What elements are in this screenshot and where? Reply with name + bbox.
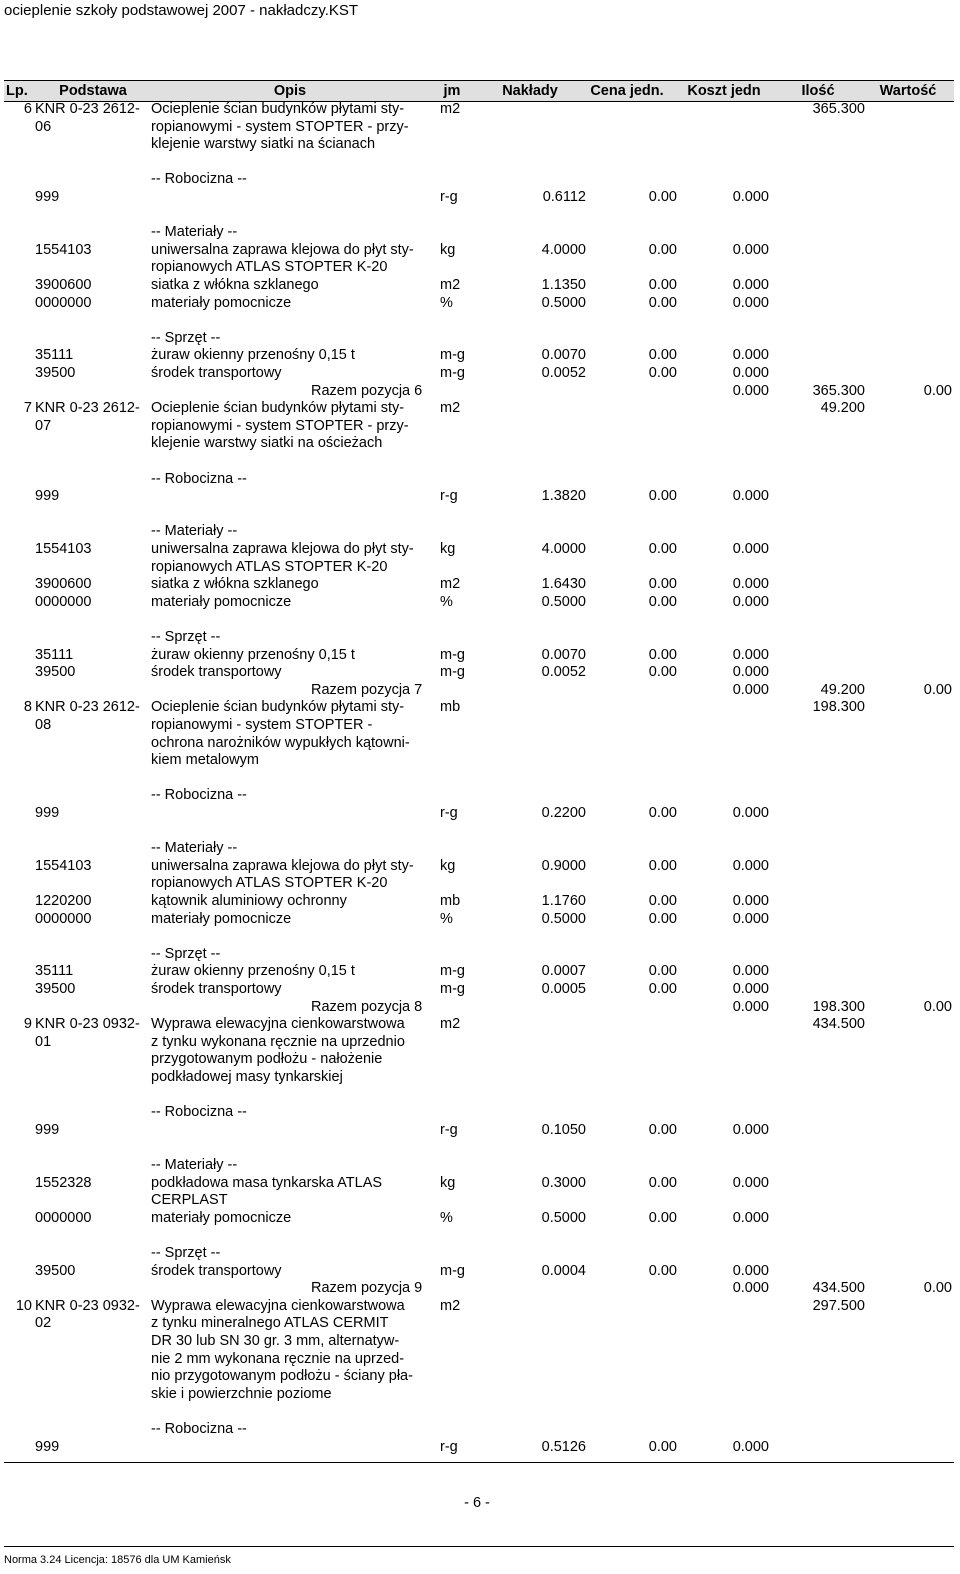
position-description: ochrona narożników wypukłych kątowni- bbox=[151, 734, 410, 751]
resource-unit-price: 0.00 bbox=[648, 365, 677, 381]
position-basis: 06 bbox=[35, 118, 52, 135]
resource-group-header: -- Sprzęt -- bbox=[151, 1245, 221, 1261]
resource-input: 0.5000 bbox=[541, 294, 586, 311]
resource-unit-cost: 0.000 bbox=[732, 488, 769, 505]
resource-name: materiały pomocnicze bbox=[151, 910, 292, 927]
position-description: skie i powierzchnie poziome bbox=[151, 1385, 332, 1402]
resource-unit-price: 0.00 bbox=[648, 1174, 677, 1191]
position-description: kiem metalowym bbox=[151, 752, 259, 769]
resource-input: 4.0000 bbox=[541, 541, 586, 557]
position-unit: m2 bbox=[440, 400, 461, 417]
position-number: 7 bbox=[23, 400, 32, 417]
resource-unit: % bbox=[440, 294, 453, 311]
position-description: nie 2 mm wykonana ręcznie na uprzed- bbox=[151, 1350, 405, 1367]
position-total-label: Razem pozycja 7 bbox=[311, 681, 423, 698]
resource-input: 0.2200 bbox=[541, 805, 586, 821]
resource-name: środek transportowy bbox=[151, 981, 282, 997]
resource-code: 999 bbox=[35, 805, 60, 821]
resource-code: 35111 bbox=[35, 347, 74, 364]
resource-unit: % bbox=[440, 593, 453, 610]
resource-code: 3900600 bbox=[35, 277, 92, 293]
position-total-value: 0.00 bbox=[923, 382, 952, 399]
position-basis: KNR 0-23 2612- bbox=[35, 101, 140, 117]
position-description: Wyprawa elewacyjna cienkowarstwowa bbox=[151, 1016, 405, 1033]
resource-code: 1552328 bbox=[35, 1174, 92, 1191]
position-number: 8 bbox=[23, 699, 32, 716]
position-basis: 07 bbox=[35, 417, 52, 434]
resource-unit-cost: 0.000 bbox=[732, 664, 769, 681]
resource-unit-price: 0.00 bbox=[648, 805, 677, 821]
resource-unit: kg bbox=[440, 241, 456, 258]
resource-input: 0.5126 bbox=[541, 1438, 586, 1455]
resource-name: środek transportowy bbox=[151, 365, 282, 381]
column-header: Ilość bbox=[801, 83, 835, 99]
resource-group-header: -- Robocizna -- bbox=[151, 1421, 247, 1437]
position-total-quantity: 198.300 bbox=[812, 998, 865, 1015]
position-total-value: 0.00 bbox=[923, 681, 952, 698]
resource-name: ropianowych ATLAS STOPTER K-20 bbox=[151, 259, 388, 276]
resource-unit-cost: 0.000 bbox=[732, 541, 769, 557]
resource-input: 0.3000 bbox=[541, 1174, 586, 1191]
position-description: nio przygotowanym podłożu - ściany pła- bbox=[151, 1368, 413, 1385]
resource-unit: m-g bbox=[440, 347, 465, 364]
resource-input: 0.0070 bbox=[541, 646, 586, 663]
resource-unit-price: 0.00 bbox=[648, 488, 677, 505]
footer-divider bbox=[4, 1546, 954, 1547]
resource-input: 0.0007 bbox=[541, 963, 586, 980]
column-header: Nakłady bbox=[502, 83, 558, 99]
resource-input: 0.5000 bbox=[541, 910, 586, 927]
resource-group-header: -- Robocizna -- bbox=[151, 171, 247, 188]
resource-unit-price: 0.00 bbox=[648, 963, 677, 980]
position-unit: m2 bbox=[440, 101, 461, 117]
resource-unit-price: 0.00 bbox=[648, 189, 677, 205]
resource-unit: m-g bbox=[440, 365, 465, 381]
resource-code: 999 bbox=[35, 1121, 60, 1138]
resource-name: żuraw okienny przenośny 0,15 t bbox=[151, 347, 355, 364]
resource-code: 1554103 bbox=[35, 241, 92, 258]
resource-unit: r-g bbox=[440, 1438, 458, 1455]
position-unit: m2 bbox=[440, 1297, 461, 1314]
position-number: 9 bbox=[23, 1016, 32, 1033]
position-total-quantity: 434.500 bbox=[812, 1280, 865, 1297]
position-total-value: 0.00 bbox=[923, 998, 952, 1015]
resource-code: 0000000 bbox=[35, 1209, 92, 1226]
resource-name: środek transportowy bbox=[151, 1262, 282, 1279]
resource-name: uniwersalna zaprawa klejowa do płyt sty- bbox=[151, 541, 414, 557]
resource-name: ropianowych ATLAS STOPTER K-20 bbox=[151, 875, 388, 892]
resource-group-header: -- Robocizna -- bbox=[151, 787, 247, 804]
position-quantity: 198.300 bbox=[812, 699, 865, 716]
resource-input: 0.9000 bbox=[541, 857, 586, 874]
resource-name: CERPLAST bbox=[151, 1192, 228, 1209]
resource-code: 39500 bbox=[35, 664, 76, 681]
resource-unit-price: 0.00 bbox=[648, 277, 677, 293]
resource-unit-cost: 0.000 bbox=[732, 347, 769, 364]
resource-unit-cost: 0.000 bbox=[732, 805, 769, 821]
resource-input: 4.0000 bbox=[541, 241, 586, 258]
resource-unit: r-g bbox=[440, 805, 458, 821]
resource-unit-cost: 0.000 bbox=[732, 857, 769, 874]
resource-unit-cost: 0.000 bbox=[732, 294, 769, 311]
position-total-cost: 0.000 bbox=[732, 998, 769, 1015]
resource-unit-price: 0.00 bbox=[648, 294, 677, 311]
resource-code: 999 bbox=[35, 189, 60, 205]
position-description: Ocieplenie ścian budynków płytami sty- bbox=[151, 400, 405, 417]
resource-unit-price: 0.00 bbox=[648, 646, 677, 663]
footer-license: Norma 3.24 Licencja: 18576 dla UM Kamieńsk bbox=[4, 1554, 231, 1566]
resource-unit: m-g bbox=[440, 963, 465, 980]
resource-unit: m-g bbox=[440, 664, 465, 681]
resource-unit-cost: 0.000 bbox=[732, 981, 769, 997]
resource-code: 35111 bbox=[35, 963, 74, 980]
resource-code: 0000000 bbox=[35, 294, 92, 311]
resource-input: 0.5000 bbox=[541, 593, 586, 610]
resource-unit: kg bbox=[440, 541, 456, 557]
position-total-quantity: 365.300 bbox=[812, 382, 865, 399]
resource-name: materiały pomocnicze bbox=[151, 593, 292, 610]
position-description: Wyprawa elewacyjna cienkowarstwowa bbox=[151, 1297, 405, 1314]
resource-unit-price: 0.00 bbox=[648, 593, 677, 610]
resource-group-header: -- Sprzęt -- bbox=[151, 329, 221, 346]
resource-code: 39500 bbox=[35, 981, 76, 997]
resource-unit-price: 0.00 bbox=[648, 1262, 677, 1279]
resource-input: 0.6112 bbox=[542, 189, 586, 205]
resource-name: siatka z włókna szklanego bbox=[151, 576, 319, 593]
position-total-label: Razem pozycja 6 bbox=[311, 382, 423, 399]
resource-input: 0.5000 bbox=[541, 1209, 586, 1226]
column-header: jm bbox=[443, 83, 461, 99]
position-basis: 01 bbox=[35, 1033, 52, 1050]
resource-unit-cost: 0.000 bbox=[732, 910, 769, 927]
resource-unit: m2 bbox=[440, 277, 461, 293]
position-quantity: 365.300 bbox=[812, 101, 865, 117]
position-basis: 08 bbox=[35, 717, 52, 733]
resource-code: 0000000 bbox=[35, 910, 92, 927]
resource-group-header: -- Materiały -- bbox=[151, 840, 238, 857]
position-description: ropianowymi - system STOPTER - przy- bbox=[151, 417, 409, 434]
resource-name: materiały pomocnicze bbox=[151, 294, 292, 311]
page-title: ocieplenie szkoły podstawowej 2007 - nakładczy.KST bbox=[4, 2, 359, 19]
resource-code: 999 bbox=[35, 1438, 60, 1455]
resource-input: 0.0052 bbox=[541, 365, 586, 381]
resource-code: 3900600 bbox=[35, 576, 92, 593]
table-header-border bbox=[4, 101, 954, 102]
resource-unit-price: 0.00 bbox=[648, 241, 677, 258]
resource-code: 999 bbox=[35, 488, 60, 505]
resource-group-header: -- Materiały -- bbox=[151, 224, 238, 241]
resource-unit: r-g bbox=[440, 1121, 458, 1138]
position-unit: mb bbox=[440, 699, 461, 716]
resource-input: 0.0052 bbox=[541, 664, 586, 681]
resource-name: uniwersalna zaprawa klejowa do płyt sty- bbox=[151, 241, 414, 258]
resource-unit: kg bbox=[440, 857, 456, 874]
column-header: Koszt jedn bbox=[687, 83, 761, 99]
position-description: z tynku mineralnego ATLAS CERMIT bbox=[151, 1315, 389, 1332]
resource-input: 1.3820 bbox=[541, 488, 586, 505]
resource-input: 1.6430 bbox=[541, 576, 586, 593]
position-basis: KNR 0-23 2612- bbox=[35, 400, 140, 417]
position-description: DR 30 lub SN 30 gr. 3 mm, alternatyw- bbox=[151, 1333, 400, 1349]
position-quantity: 434.500 bbox=[812, 1016, 865, 1033]
resource-group-header: -- Sprzęt -- bbox=[151, 629, 221, 645]
resource-unit-price: 0.00 bbox=[648, 893, 677, 909]
position-description: ropianowymi - system STOPTER - bbox=[151, 717, 373, 733]
resource-name: środek transportowy bbox=[151, 664, 282, 681]
resource-unit: m-g bbox=[440, 981, 465, 997]
resource-code: 39500 bbox=[35, 365, 76, 381]
resource-unit-price: 0.00 bbox=[648, 1438, 677, 1455]
resource-unit: r-g bbox=[440, 488, 458, 505]
resource-unit: mb bbox=[440, 893, 461, 909]
resource-unit-price: 0.00 bbox=[648, 1209, 677, 1226]
resource-unit-price: 0.00 bbox=[648, 576, 677, 593]
position-number: 10 bbox=[15, 1297, 32, 1314]
resource-unit-cost: 0.000 bbox=[732, 593, 769, 610]
position-total-label: Razem pozycja 8 bbox=[311, 998, 423, 1015]
position-quantity: 297.500 bbox=[812, 1297, 865, 1314]
resource-code: 1554103 bbox=[35, 541, 92, 557]
table-bottom-border bbox=[4, 1462, 954, 1463]
resource-unit-cost: 0.000 bbox=[732, 1438, 769, 1455]
position-basis: KNR 0-23 0932- bbox=[35, 1016, 140, 1033]
resource-unit: kg bbox=[440, 1174, 456, 1191]
position-number: 6 bbox=[23, 101, 32, 117]
resource-input: 0.1050 bbox=[541, 1121, 586, 1138]
position-description: podkładowej masy tynkarskiej bbox=[151, 1069, 343, 1085]
resource-unit-price: 0.00 bbox=[648, 1121, 677, 1138]
position-basis: KNR 0-23 0932- bbox=[35, 1297, 140, 1314]
resource-code: 0000000 bbox=[35, 593, 92, 610]
resource-unit-price: 0.00 bbox=[648, 857, 677, 874]
resource-code: 35111 bbox=[35, 646, 74, 663]
position-total-cost: 0.000 bbox=[732, 681, 769, 698]
resource-code: 39500 bbox=[35, 1262, 76, 1279]
resource-unit: m2 bbox=[440, 576, 461, 593]
resource-input: 1.1760 bbox=[541, 893, 586, 909]
resource-unit: % bbox=[440, 910, 453, 927]
resource-unit-cost: 0.000 bbox=[732, 1121, 769, 1138]
position-description: Ocieplenie ścian budynków płytami sty- bbox=[151, 699, 405, 716]
resource-name: uniwersalna zaprawa klejowa do płyt sty- bbox=[151, 857, 414, 874]
resource-code: 1220200 bbox=[35, 893, 92, 909]
resource-unit: m-g bbox=[440, 646, 465, 663]
resource-unit-cost: 0.000 bbox=[732, 1174, 769, 1191]
resource-unit-cost: 0.000 bbox=[732, 277, 769, 293]
column-header: Opis bbox=[273, 83, 307, 99]
position-total-value: 0.00 bbox=[923, 1280, 952, 1297]
resource-unit-cost: 0.000 bbox=[732, 189, 769, 205]
column-header: Wartość bbox=[879, 83, 937, 99]
resource-name: podkładowa masa tynkarska ATLAS bbox=[151, 1174, 383, 1191]
resource-code: 1554103 bbox=[35, 857, 92, 874]
resource-unit-cost: 0.000 bbox=[732, 893, 769, 909]
position-description: klejenie warstwy siatki na ścianach bbox=[151, 136, 376, 153]
resource-unit-cost: 0.000 bbox=[732, 576, 769, 593]
position-total-cost: 0.000 bbox=[732, 382, 769, 399]
resource-unit-price: 0.00 bbox=[648, 910, 677, 927]
resource-unit-cost: 0.000 bbox=[732, 241, 769, 258]
resource-unit: r-g bbox=[440, 189, 458, 205]
position-description: klejenie warstwy siatki na ościeżach bbox=[151, 435, 383, 452]
table-top-border bbox=[4, 80, 954, 81]
resource-input: 0.0005 bbox=[541, 981, 586, 997]
resource-unit-price: 0.00 bbox=[648, 347, 677, 364]
position-unit: m2 bbox=[440, 1016, 461, 1033]
page-number: - 6 - bbox=[464, 1495, 490, 1511]
resource-unit-cost: 0.000 bbox=[732, 1262, 769, 1279]
resource-name: żuraw okienny przenośny 0,15 t bbox=[151, 963, 355, 980]
position-description: ropianowymi - system STOPTER - przy- bbox=[151, 118, 409, 135]
position-description: Ocieplenie ścian budynków płytami sty- bbox=[151, 101, 405, 117]
column-header: Podstawa bbox=[59, 83, 127, 99]
position-basis: KNR 0-23 2612- bbox=[35, 699, 140, 716]
resource-unit: m-g bbox=[440, 1262, 465, 1279]
resource-unit-price: 0.00 bbox=[648, 981, 677, 997]
resource-input: 1.1350 bbox=[541, 277, 586, 293]
resource-input: 0.0004 bbox=[541, 1262, 586, 1279]
resource-unit-price: 0.00 bbox=[648, 664, 677, 681]
resource-unit-cost: 0.000 bbox=[732, 963, 769, 980]
position-description: przygotowanym podłożu - nałożenie bbox=[151, 1051, 383, 1068]
resource-unit-cost: 0.000 bbox=[732, 646, 769, 663]
resource-name: ropianowych ATLAS STOPTER K-20 bbox=[151, 558, 388, 575]
resource-group-header: -- Materiały -- bbox=[151, 523, 238, 540]
position-basis: 02 bbox=[35, 1315, 52, 1332]
resource-name: materiały pomocnicze bbox=[151, 1209, 292, 1226]
resource-name: kątownik aluminiowy ochronny bbox=[151, 893, 347, 909]
resource-unit-cost: 0.000 bbox=[732, 365, 769, 381]
resource-group-header: -- Materiały -- bbox=[151, 1157, 238, 1173]
resource-unit-cost: 0.000 bbox=[732, 1209, 769, 1226]
resource-group-header: -- Sprzęt -- bbox=[151, 945, 221, 962]
position-total-cost: 0.000 bbox=[732, 1280, 769, 1297]
position-description: z tynku wykonana ręcznie na uprzednio bbox=[151, 1033, 405, 1050]
resource-name: żuraw okienny przenośny 0,15 t bbox=[151, 646, 355, 663]
position-total-quantity: 49.200 bbox=[820, 681, 865, 698]
column-header: Cena jedn. bbox=[590, 83, 664, 99]
resource-unit: % bbox=[440, 1209, 453, 1226]
column-header: Lp. bbox=[6, 83, 28, 99]
resource-group-header: -- Robocizna -- bbox=[151, 1104, 247, 1121]
resource-input: 0.0070 bbox=[541, 347, 586, 364]
resource-unit-price: 0.00 bbox=[648, 541, 677, 557]
position-quantity: 49.200 bbox=[820, 400, 865, 417]
resource-name: siatka z włókna szklanego bbox=[151, 277, 319, 293]
resource-group-header: -- Robocizna -- bbox=[151, 470, 247, 487]
position-total-label: Razem pozycja 9 bbox=[311, 1280, 423, 1297]
